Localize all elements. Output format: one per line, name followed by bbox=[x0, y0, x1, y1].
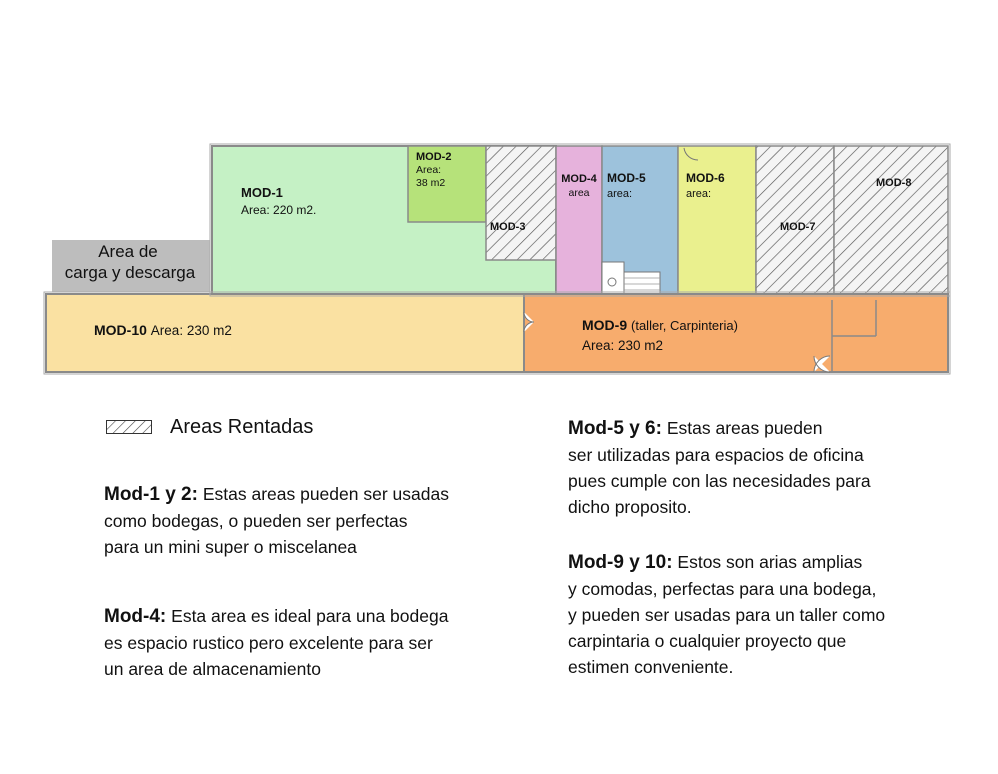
note-mod-9-10 bbox=[568, 549, 885, 680]
note-lead: Mod-5 y 6: bbox=[568, 418, 662, 439]
note-line: ser utilizadas para espacios de oficina bbox=[568, 445, 864, 465]
note-line: como bodegas, o pueden ser perfectas bbox=[104, 511, 408, 531]
mod-9-desc: (taller, Carpinteria) bbox=[631, 318, 738, 333]
note-lead: Mod-9 y 10: bbox=[568, 552, 673, 573]
note-line: Esta area es ideal para una bodega bbox=[171, 606, 449, 626]
hatched-rectangle-icon bbox=[106, 420, 152, 434]
note-mod-1-2 bbox=[104, 481, 449, 560]
note-line: Estas areas pueden ser usadas bbox=[202, 484, 449, 504]
legend-label: Areas Rentadas bbox=[170, 416, 314, 438]
note-line: Estos son arias amplias bbox=[677, 552, 863, 572]
mod-10-label bbox=[94, 322, 232, 338]
note-line: para un mini super o miscelanea bbox=[104, 537, 357, 557]
mod-9-label bbox=[582, 317, 738, 333]
note-line: y comodas, perfectas para una bodega, bbox=[568, 579, 877, 599]
mod-9-area: Area: 230 m2 bbox=[582, 338, 664, 353]
note-lead: Mod-1 y 2: bbox=[104, 484, 198, 505]
mod-8-name: MOD-8 bbox=[876, 177, 912, 189]
mod-6-area: area: bbox=[686, 188, 712, 200]
stair-block bbox=[602, 262, 624, 296]
mod-1-area: Area: 220 m2. bbox=[241, 203, 317, 217]
note-line: estimen conveniente. bbox=[568, 657, 734, 677]
mod-3-name: MOD-3 bbox=[490, 221, 526, 233]
mod-1-name: MOD-1 bbox=[241, 185, 283, 200]
note-line: pues cumple con las necesidades para bbox=[568, 471, 871, 491]
note-line: y pueden ser usadas para un taller como bbox=[568, 605, 886, 625]
loading-area-label-line2: carga y descarga bbox=[64, 263, 196, 282]
note-line: un area de almacenamiento bbox=[104, 659, 321, 679]
mod-4-area: area bbox=[568, 187, 590, 199]
mod-7-name: MOD-7 bbox=[780, 221, 816, 233]
note-line: carpintaria o cualquier proyecto que bbox=[568, 631, 847, 651]
mod-10-name: MOD-10 bbox=[94, 322, 147, 338]
note-line: Estas areas pueden bbox=[666, 418, 823, 438]
mod-2-name: MOD-2 bbox=[416, 151, 452, 163]
mod-10-area: Area: 230 m2 bbox=[150, 323, 232, 338]
mod-2-area-value: 38 m2 bbox=[416, 177, 446, 189]
mod-9-name: MOD-9 bbox=[582, 317, 628, 333]
loading-area-label-line1: Area de bbox=[98, 242, 158, 261]
note-line: es espacio rustico pero excelente para ser bbox=[104, 633, 433, 653]
mod-2-area-label: Area: bbox=[416, 164, 442, 176]
mod-3-room bbox=[486, 146, 556, 260]
note-mod-4 bbox=[104, 603, 448, 682]
mod-6-name: MOD-6 bbox=[686, 171, 725, 185]
mod-5-name: MOD-5 bbox=[607, 171, 646, 185]
mod-8-room bbox=[834, 146, 948, 296]
note-lead: Mod-4: bbox=[104, 606, 167, 627]
mod-5-area: area: bbox=[607, 188, 633, 200]
mod-9-room bbox=[524, 294, 948, 372]
note-mod-5-6 bbox=[568, 415, 871, 520]
mod-4-name: MOD-4 bbox=[561, 173, 597, 185]
mod-4-room bbox=[556, 146, 602, 296]
note-line: dicho proposito. bbox=[568, 497, 692, 517]
mod-6-room bbox=[678, 146, 756, 296]
